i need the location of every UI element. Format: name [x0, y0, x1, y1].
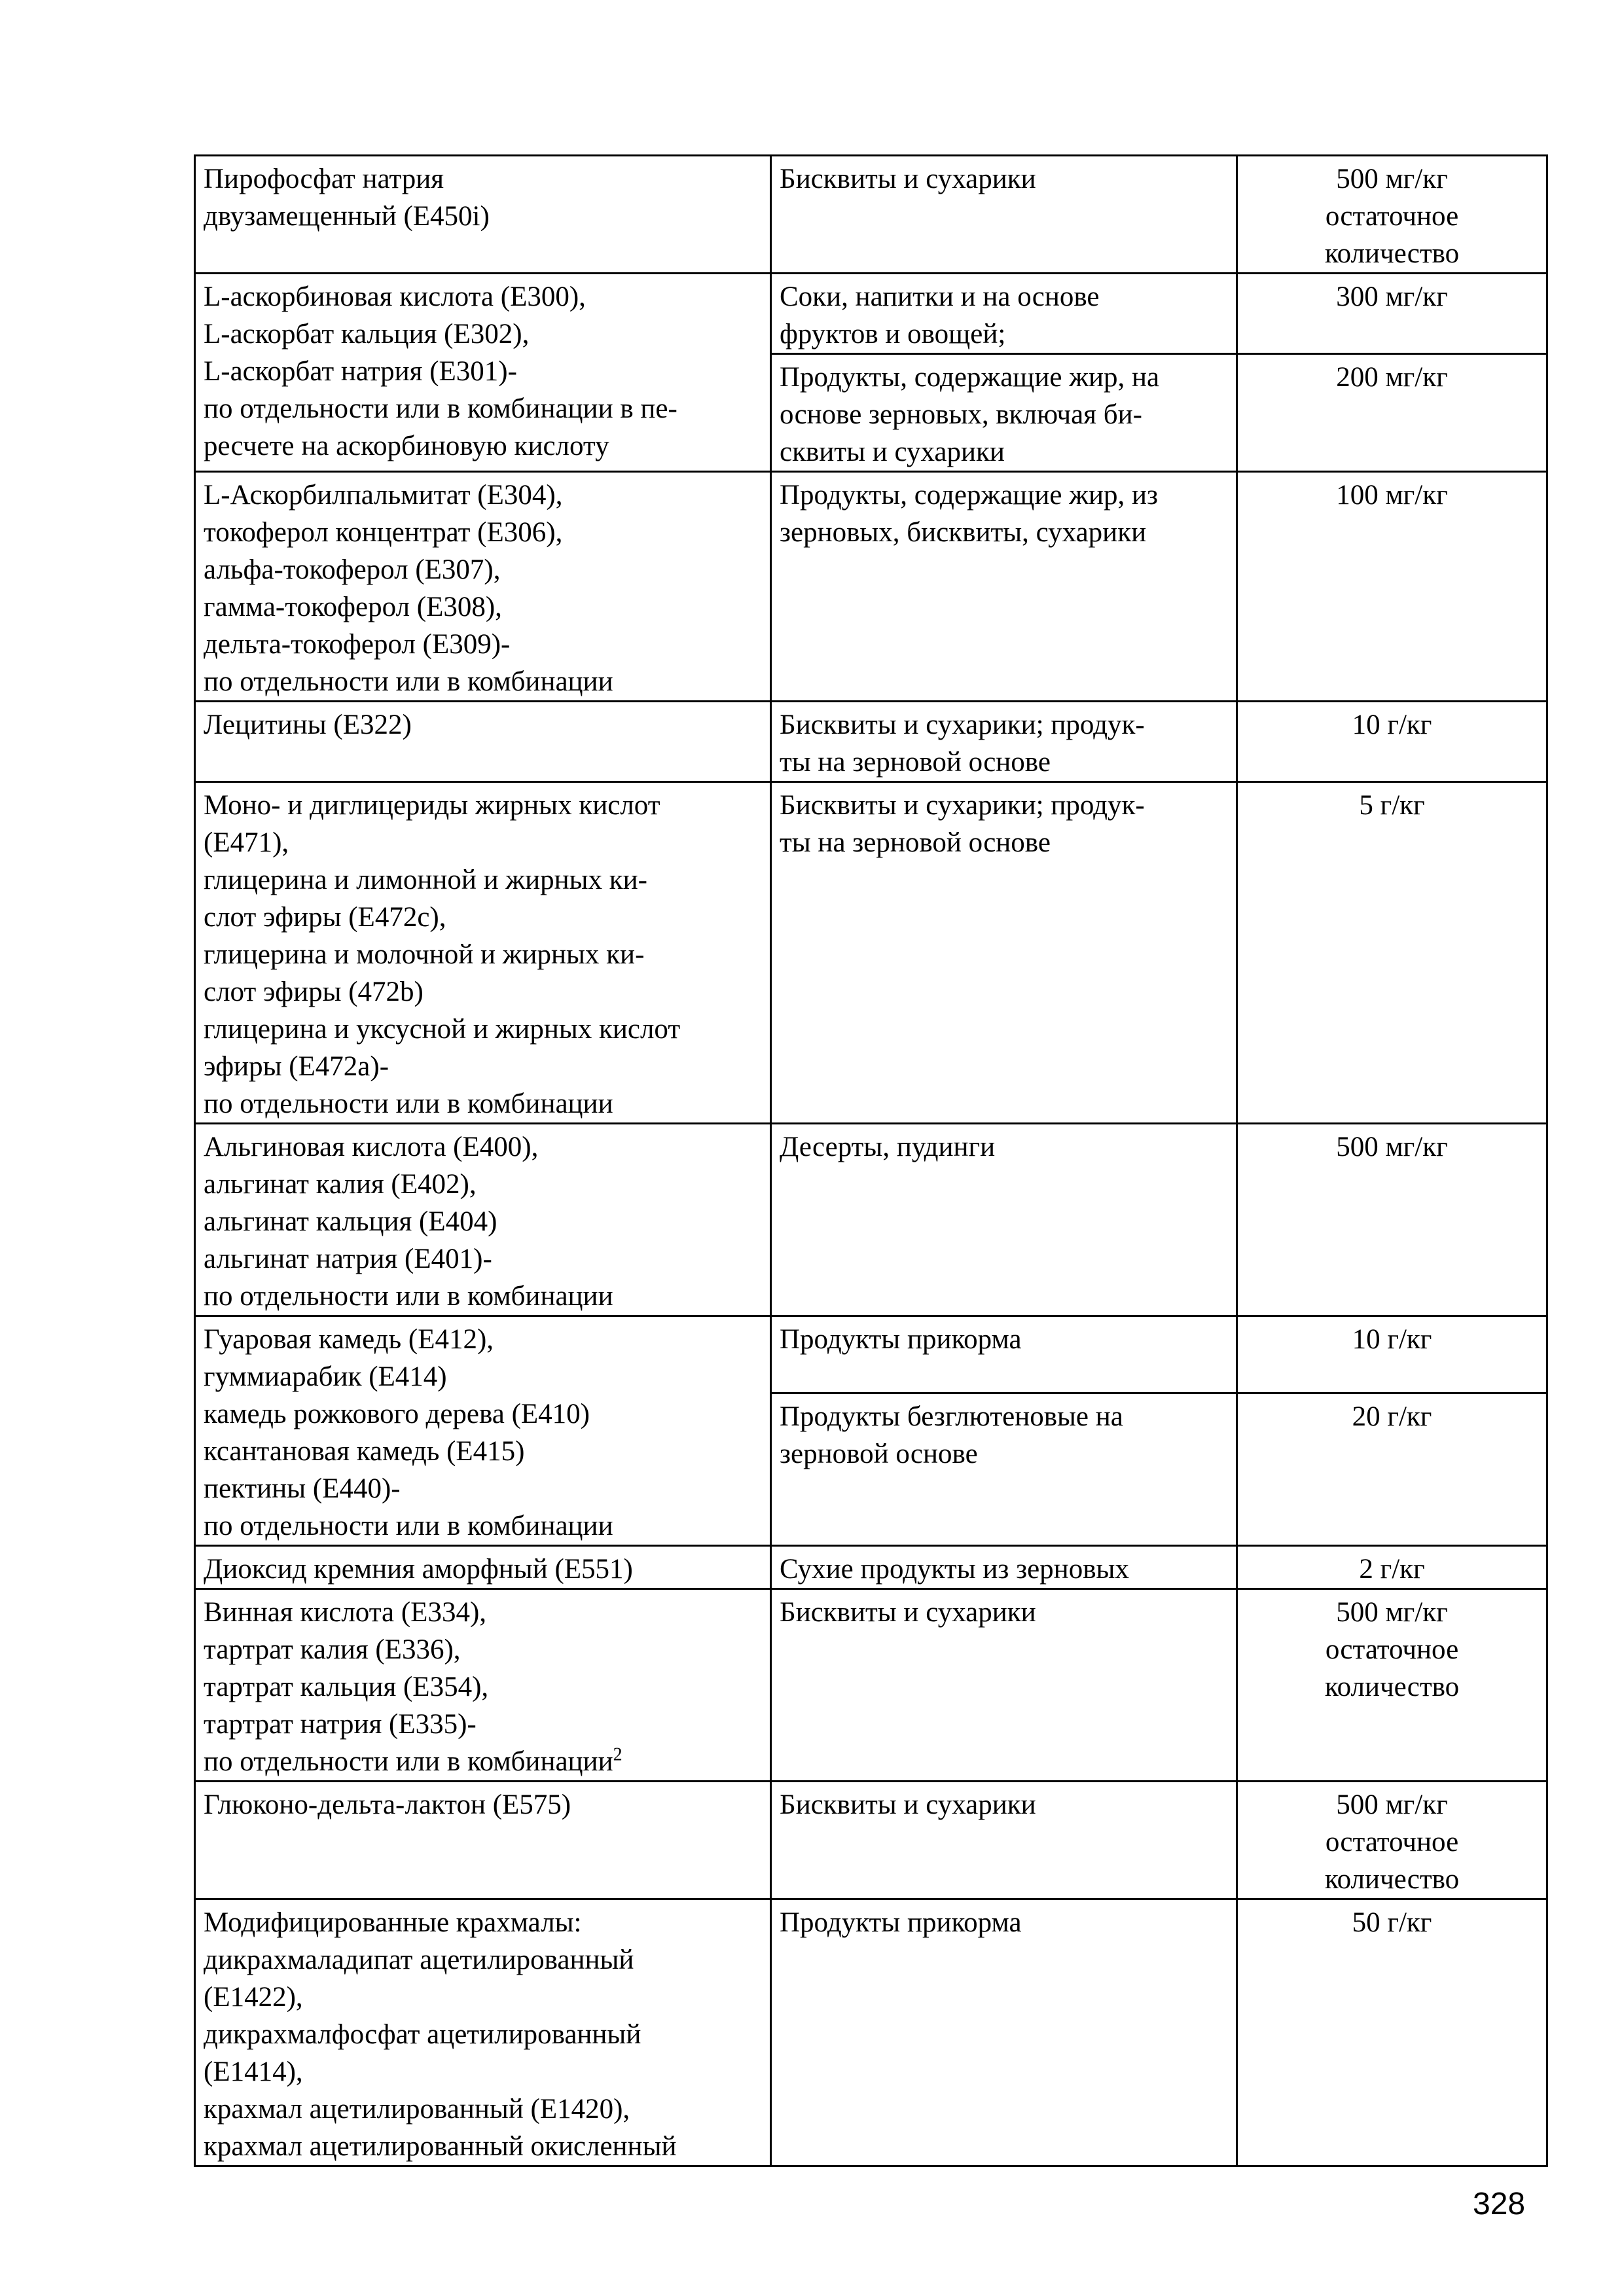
amount-cell: 500 мг/кг: [1237, 1124, 1547, 1316]
product-cell: Продукты безглютеновые на зерновой основе: [771, 1393, 1237, 1545]
footnote-marker: 2: [613, 1744, 623, 1765]
additive-cell: Глюконо-дельта-лактон (E575): [195, 1782, 771, 1899]
additive-cell: Альгиновая кислота (E400), альгинат калия (E402), альгинат кальция (E404) альгинат натрия (E401)- по отдельности или в комбинации: [195, 1124, 771, 1316]
product-cell: Бисквиты и сухарики; продук- ты на зерновой основе: [771, 782, 1237, 1124]
additive-cell: Моно- и диглицериды жирных кислот (E471), глицерина и лимонной и жирных ки- слот эфиры (E472c), глицерина и молочной и жирных ки- слот эфиры (472b) глицерина и уксусной и жирных кислот эфиры (E472a)- по отдельности или в комбинации: [195, 782, 771, 1124]
table-row: [195, 1899, 1547, 2166]
table-row: [195, 156, 1547, 274]
amount-cell: 10 г/кг: [1237, 1316, 1547, 1393]
table-row: [195, 1589, 1547, 1782]
product-cell: Десерты, пудинги: [771, 1124, 1237, 1316]
product-cell: Бисквиты и сухарики; продук- ты на зерновой основе: [771, 702, 1237, 782]
product-cell: Бисквиты и сухарики: [771, 156, 1237, 274]
additive-cell: Диоксид кремния аморфный (E551): [195, 1546, 771, 1589]
product-cell: Бисквиты и сухарики: [771, 1782, 1237, 1899]
table-row: [195, 1316, 1547, 1393]
product-cell: Бисквиты и сухарики: [771, 1589, 1237, 1782]
product-cell: Продукты прикорма: [771, 1316, 1237, 1393]
product-cell: Соки, напитки и на основе фруктов и овощей;: [771, 274, 1237, 354]
amount-cell: 300 мг/кг: [1237, 274, 1547, 354]
additive-cell: Гуаровая камедь (E412), гуммиарабик (E414) камедь рожкового дерева (E410) ксантановая камедь (E415) пектины (E440)- по отдельности или в комбинации: [195, 1316, 771, 1546]
product-cell: Сухие продукты из зерновых: [771, 1546, 1237, 1589]
table-row: [195, 1546, 1547, 1589]
amount-cell: 500 мг/кг остаточное количество: [1237, 156, 1547, 274]
product-cell: Продукты прикорма: [771, 1899, 1237, 2166]
page-number: 328: [1473, 2187, 1526, 2221]
additive-cell: L-Аскорбилпальмитат (E304), токоферол концентрат (E306), альфа-токоферол (E307), гамма-токоферол (E308), дельта-токоферол (E309)- по отдельности или в комбинации: [195, 472, 771, 702]
additive-cell: Пирофосфат натрия двузамещенный (E450i): [195, 156, 771, 274]
amount-cell: 5 г/кг: [1237, 782, 1547, 1124]
table-row: [195, 274, 1547, 354]
additive-text: Винная кислота (E334), тартрат калия (E336), тартрат кальция (E354), тартрат натрия (E335)- по отдельности или в комбинации: [204, 1597, 613, 1777]
amount-cell: 200 мг/кг: [1237, 354, 1547, 472]
amount-cell: 10 г/кг: [1237, 702, 1547, 782]
additives-table: [194, 154, 1548, 2167]
additive-cell: [195, 1589, 771, 1782]
additive-cell: L-аскорбиновая кислота (E300), L-аскорбат кальция (E302), L-аскорбат натрия (E301)- по отдельности или в комбинации в пе- ресчете на аскорбиновую кислоту: [195, 274, 771, 472]
product-cell: Продукты, содержащие жир, из зерновых, бисквиты, сухарики: [771, 472, 1237, 702]
table-row: [195, 472, 1547, 702]
amount-cell: 100 мг/кг: [1237, 472, 1547, 702]
additive-cell: Лецитины (E322): [195, 702, 771, 782]
amount-cell: 20 г/кг: [1237, 1393, 1547, 1545]
table-row: [195, 702, 1547, 782]
amount-cell: 500 мг/кг остаточное количество: [1237, 1589, 1547, 1782]
amount-cell: 50 г/кг: [1237, 1899, 1547, 2166]
amount-cell: 2 г/кг: [1237, 1546, 1547, 1589]
table-row: [195, 1782, 1547, 1899]
product-cell: Продукты, содержащие жир, на основе зерновых, включая би- сквиты и сухарики: [771, 354, 1237, 472]
table-row: [195, 782, 1547, 1124]
table-row: [195, 1124, 1547, 1316]
additive-cell: Модифицированные крахмалы: дикрахмаладипат ацетилированный (E1422), дикрахмалфосфат ацетилированный (E1414), крахмал ацетилированный (E1420), крахмал ацетилированный окисленный: [195, 1899, 771, 2166]
amount-cell: 500 мг/кг остаточное количество: [1237, 1782, 1547, 1899]
